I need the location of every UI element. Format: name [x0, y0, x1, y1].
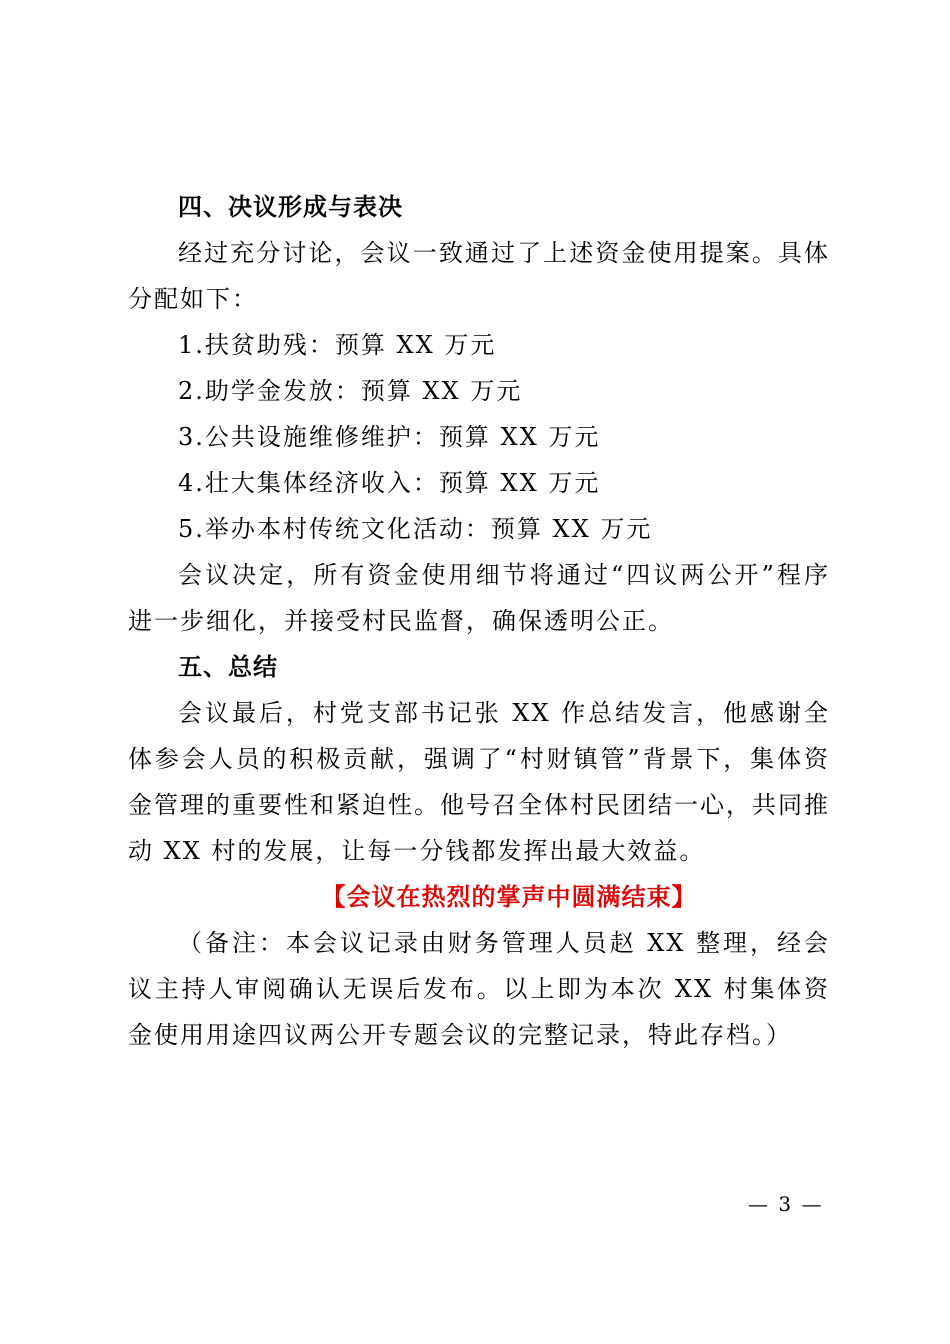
allocation-item-5: 5.举办本村传统文化活动：预算 XX 万元 [178, 515, 653, 543]
allocation-item-4: 4.壮大集体经济收入：预算 XX 万元 [178, 469, 601, 497]
allocation-item-1: 1.扶贫助残：预算 XX 万元 [178, 331, 497, 359]
remark-paragraph: （备注：本会议记录由财务管理人员赵 XX 整理，经会议主持人审阅确认无误后发布。以上即为本次 XX 村集体资金使用用途四议两公开专题会议的完整记录，特此存档。） [128, 929, 830, 1049]
section-heading-summary: 五、总结 [178, 653, 278, 681]
page-number: — 3 — [748, 1192, 824, 1216]
allocation-item-3: 3.公共设施维修维护：预算 XX 万元 [178, 423, 601, 451]
resolution-decision-paragraph: 会议决定，所有资金使用细节将通过“四议两公开”程序进一步细化，并接受村民监督，确保透明公正。 [128, 561, 830, 635]
summary-paragraph: 会议最后，村党支部书记张 XX 作总结发言，他感谢全体参会人员的积极贡献，强调了“村财镇管”背景下，集体资金管理的重要性和紧迫性。他号召全体村民团结一心，共同推动 XX 村的发展，让每一分钱都发挥出最大效益。 [128, 699, 830, 865]
allocation-item-2: 2.助学金发放：预算 XX 万元 [178, 377, 523, 405]
document-body [128, 184, 830, 1058]
section-heading-resolution: 四、决议形成与表决 [178, 193, 403, 221]
resolution-intro-paragraph: 经过充分讨论，会议一致通过了上述资金使用提案。具体分配如下： [128, 239, 830, 313]
meeting-closing-line: 【会议在热烈的掌声中圆满结束】 [321, 882, 697, 911]
